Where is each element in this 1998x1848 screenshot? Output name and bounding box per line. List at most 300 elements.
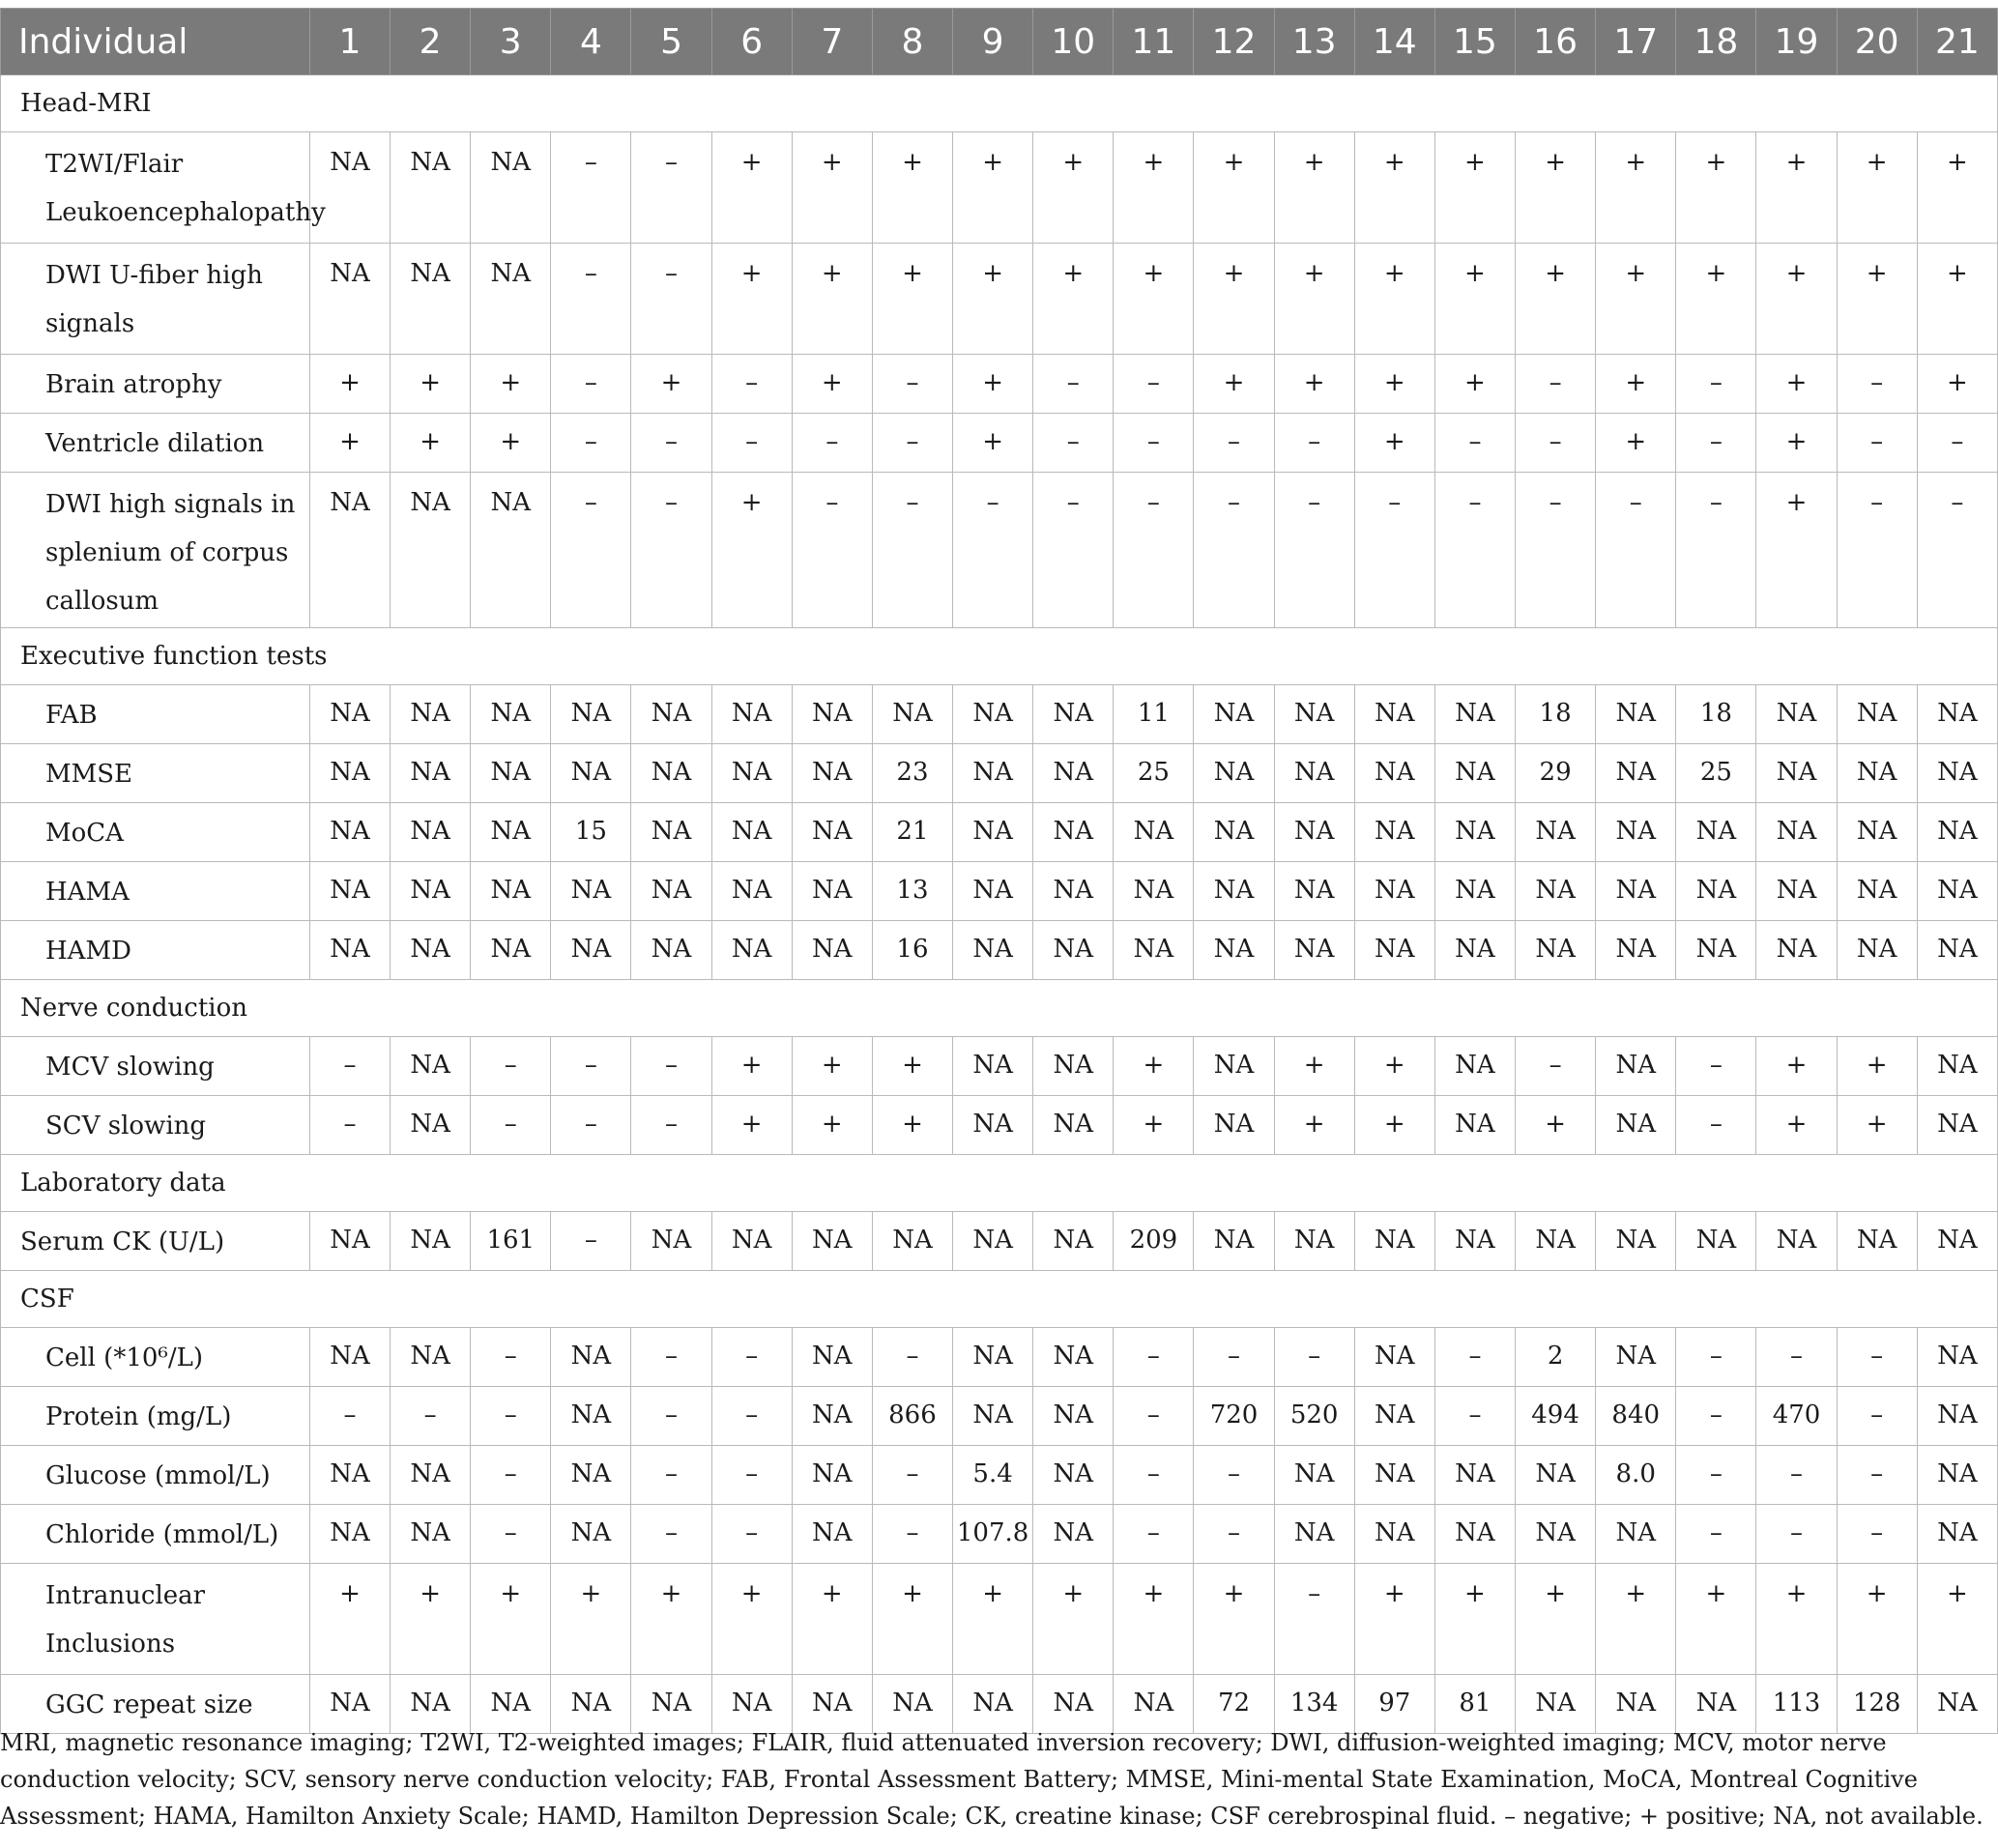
table-cell: – — [1274, 1564, 1354, 1675]
table-cell: NA — [551, 1446, 631, 1505]
table-cell: NA — [792, 1446, 872, 1505]
table-cell: NA — [1194, 921, 1274, 980]
table-cell: NA — [1274, 803, 1354, 862]
table-cell: + — [792, 355, 872, 414]
table-cell: + — [631, 355, 711, 414]
table-cell: NA — [309, 744, 390, 803]
table-cell: NA — [711, 1212, 792, 1271]
table-cell: NA — [1596, 1212, 1676, 1271]
table-cell: NA — [1194, 685, 1274, 744]
table-cell: 81 — [1434, 1675, 1515, 1734]
table-cell: + — [1114, 1096, 1194, 1155]
table-cell: – — [1676, 355, 1756, 414]
table-cell: NA — [551, 744, 631, 803]
table-cell: NA — [792, 1387, 872, 1446]
table-cell: – — [471, 1446, 551, 1505]
header-individual-19: 19 — [1756, 9, 1837, 75]
table-cell: NA — [1033, 744, 1114, 803]
header-individual-18: 18 — [1676, 9, 1756, 75]
table-cell: NA — [391, 803, 471, 862]
row-label — [1, 803, 310, 862]
table-cell: NA — [1274, 921, 1354, 980]
table-cell: NA — [953, 1675, 1033, 1734]
table-cell: NA — [792, 1212, 872, 1271]
table-cell: – — [1756, 1505, 1837, 1564]
row-label — [1, 244, 310, 355]
table-cell: + — [1917, 244, 1997, 355]
table-cell: NA — [309, 862, 390, 921]
table-cell: + — [1676, 244, 1756, 355]
table-cell: NA — [1917, 1675, 1997, 1734]
row-label-text: Intranuclear Inclusions — [45, 1581, 206, 1659]
table-cell: NA — [1434, 1212, 1515, 1271]
table-cell: NA — [391, 132, 471, 244]
table-cell: NA — [1596, 744, 1676, 803]
table-cell: – — [1917, 473, 1997, 628]
table-cell: 520 — [1274, 1387, 1354, 1446]
table-cell: NA — [1596, 862, 1676, 921]
table-cell: + — [1114, 244, 1194, 355]
table-cell: NA — [391, 685, 471, 744]
table-cell: NA — [471, 921, 551, 980]
table-cell: – — [1676, 1096, 1756, 1155]
table-cell: NA — [1917, 1212, 1997, 1271]
table-cell: NA — [1596, 685, 1676, 744]
table-cell: – — [551, 132, 631, 244]
table-cell: + — [711, 1096, 792, 1155]
table-cell: + — [1194, 1564, 1274, 1675]
row-label-text: HAMA — [45, 878, 130, 907]
table-cell: + — [1516, 1564, 1596, 1675]
table-cell: NA — [1033, 862, 1114, 921]
table-cell: NA — [792, 921, 872, 980]
table-cell: NA — [953, 862, 1033, 921]
table-row — [1, 1328, 1998, 1387]
table-cell: – — [1033, 473, 1114, 628]
table-cell: NA — [711, 744, 792, 803]
table-cell: NA — [1033, 1037, 1114, 1096]
table-cell: NA — [471, 803, 551, 862]
header-individual-6: 6 — [711, 9, 792, 75]
header-individual-13: 13 — [1274, 9, 1354, 75]
table-cell: – — [1837, 355, 1917, 414]
table-cell: + — [1837, 1096, 1917, 1155]
table-cell: NA — [1596, 1096, 1676, 1155]
table-cell: NA — [309, 803, 390, 862]
table-cell: – — [551, 414, 631, 473]
table-cell: + — [1274, 132, 1354, 244]
table-cell: NA — [872, 1212, 952, 1271]
table-cell: + — [1274, 244, 1354, 355]
table-cell: NA — [1274, 1212, 1354, 1271]
table-cell: NA — [1434, 862, 1515, 921]
table-cell: – — [1434, 473, 1515, 628]
table-cell: + — [953, 132, 1033, 244]
table-cell: – — [1676, 1387, 1756, 1446]
table-row — [1, 1212, 1998, 1271]
table-header-row — [1, 9, 1998, 75]
table-cell: NA — [792, 803, 872, 862]
table-cell: – — [1274, 1328, 1354, 1387]
table-cell: NA — [309, 132, 390, 244]
table-cell: 494 — [1516, 1387, 1596, 1446]
table-cell: NA — [711, 1675, 792, 1734]
table-cell: 128 — [1837, 1675, 1917, 1734]
table-cell: + — [1274, 1037, 1354, 1096]
table-cell: NA — [1033, 1505, 1114, 1564]
table-cell: NA — [792, 685, 872, 744]
table-cell: + — [1837, 132, 1917, 244]
table-cell: NA — [1516, 1446, 1596, 1505]
row-label — [1, 1328, 310, 1387]
table-cell: NA — [1434, 921, 1515, 980]
table-cell: NA — [711, 685, 792, 744]
table-cell: + — [391, 414, 471, 473]
table-cell: – — [953, 473, 1033, 628]
row-label — [1, 1212, 310, 1271]
section-label: Nerve conduction — [1, 980, 1998, 1037]
table-cell: NA — [792, 1328, 872, 1387]
table-cell: NA — [953, 1328, 1033, 1387]
table-cell: NA — [872, 1675, 952, 1734]
table-row — [1, 921, 1998, 980]
table-row — [1, 862, 1998, 921]
table-cell: + — [1033, 244, 1114, 355]
table-cell: – — [872, 414, 952, 473]
row-label-text: Brain atrophy — [45, 370, 222, 399]
table-cell: + — [1114, 1037, 1194, 1096]
table-cell: 18 — [1676, 685, 1756, 744]
table-cell: – — [309, 1096, 390, 1155]
header-individual: Individual — [1, 9, 310, 75]
table-cell: NA — [471, 744, 551, 803]
table-cell: + — [1354, 1096, 1434, 1155]
table-cell: – — [1194, 414, 1274, 473]
table-cell: NA — [1033, 1096, 1114, 1155]
table-cell: – — [872, 1446, 952, 1505]
table-cell: NA — [792, 862, 872, 921]
table-cell: NA — [1917, 921, 1997, 980]
table-cell: – — [1434, 414, 1515, 473]
table-cell: NA — [1114, 921, 1194, 980]
table-cell: NA — [1756, 685, 1837, 744]
table-cell: NA — [792, 1505, 872, 1564]
table-cell: NA — [1676, 1212, 1756, 1271]
table-cell: NA — [1354, 685, 1434, 744]
table-cell: + — [1114, 1564, 1194, 1675]
table-cell: + — [792, 1096, 872, 1155]
table-cell: + — [872, 1564, 952, 1675]
table-cell: – — [471, 1096, 551, 1155]
table-cell: + — [1756, 1037, 1837, 1096]
table-cell: – — [1194, 1505, 1274, 1564]
table-cell: NA — [551, 1387, 631, 1446]
table-cell: + — [792, 244, 872, 355]
table-cell: NA — [551, 862, 631, 921]
table-cell: – — [1033, 414, 1114, 473]
table-cell: + — [1596, 355, 1676, 414]
table-cell: NA — [1274, 1505, 1354, 1564]
table-cell: NA — [631, 1675, 711, 1734]
table-cell: + — [309, 1564, 390, 1675]
table-cell: NA — [1917, 862, 1997, 921]
section-row — [1, 75, 1998, 132]
table-cell: – — [792, 414, 872, 473]
table-cell: + — [792, 132, 872, 244]
table-cell: NA — [1917, 803, 1997, 862]
table-cell: NA — [1516, 1212, 1596, 1271]
section-label: Head-MRI — [1, 75, 1998, 132]
table-cell: NA — [391, 1675, 471, 1734]
table-cell: NA — [1434, 1505, 1515, 1564]
table-cell: NA — [1434, 744, 1515, 803]
table-body — [1, 75, 1998, 1734]
table-row — [1, 473, 1998, 628]
table-cell: + — [792, 1037, 872, 1096]
table-cell: NA — [1516, 1675, 1596, 1734]
table-cell: NA — [391, 1505, 471, 1564]
row-label — [1, 1564, 310, 1675]
table-cell: + — [391, 355, 471, 414]
table-cell: – — [471, 1328, 551, 1387]
table-cell: NA — [309, 1328, 390, 1387]
table-cell: + — [1837, 1564, 1917, 1675]
table-cell: NA — [953, 685, 1033, 744]
table-cell: NA — [391, 244, 471, 355]
table-cell: – — [1837, 473, 1917, 628]
table-cell: NA — [631, 744, 711, 803]
table-cell: NA — [631, 1212, 711, 1271]
table-cell: + — [1756, 473, 1837, 628]
row-label-text: MCV slowing — [45, 1053, 215, 1082]
table-cell: 25 — [1676, 744, 1756, 803]
table-cell: + — [1033, 132, 1114, 244]
table-cell: NA — [1756, 803, 1837, 862]
table-row — [1, 803, 1998, 862]
table-cell: NA — [391, 744, 471, 803]
table-cell: NA — [631, 685, 711, 744]
table-cell: 161 — [471, 1212, 551, 1271]
table-cell: NA — [309, 244, 390, 355]
table-cell: NA — [309, 473, 390, 628]
row-label-text: Serum CK (U/L) — [20, 1227, 225, 1256]
table-cell: – — [872, 1505, 952, 1564]
row-label — [1, 1446, 310, 1505]
table-cell: + — [1837, 1037, 1917, 1096]
table-cell: – — [1756, 1328, 1837, 1387]
table-cell: – — [711, 1328, 792, 1387]
table-cell: – — [631, 473, 711, 628]
table-cell: – — [1194, 473, 1274, 628]
table-cell: – — [1114, 1505, 1194, 1564]
header-individual-5: 5 — [631, 9, 711, 75]
table-cell: – — [1194, 1328, 1274, 1387]
table-cell: + — [1516, 132, 1596, 244]
table-cell: NA — [792, 744, 872, 803]
table-cell: NA — [391, 1446, 471, 1505]
row-label-text: FAB — [45, 701, 98, 730]
table-cell: NA — [1917, 685, 1997, 744]
table-cell: NA — [1917, 744, 1997, 803]
row-label-text: T2WI/Flair Leukoencephalopathy — [45, 150, 326, 227]
table-cell: NA — [1837, 921, 1917, 980]
table-cell: + — [1756, 414, 1837, 473]
table-cell: + — [953, 414, 1033, 473]
table-cell: – — [551, 355, 631, 414]
table-cell: 470 — [1756, 1387, 1837, 1446]
table-cell: + — [1676, 132, 1756, 244]
table-cell: + — [1516, 244, 1596, 355]
row-label — [1, 685, 310, 744]
table-cell: – — [551, 1037, 631, 1096]
table-cell: NA — [391, 1212, 471, 1271]
row-label-text: DWI U-fiber high signals — [45, 261, 263, 338]
table-cell: 107.8 — [953, 1505, 1033, 1564]
table-cell: NA — [1354, 1328, 1434, 1387]
table-cell: 16 — [872, 921, 952, 980]
table-cell: + — [872, 1096, 952, 1155]
header-individual-14: 14 — [1354, 9, 1434, 75]
table-cell: + — [872, 1037, 952, 1096]
header-individual-17: 17 — [1596, 9, 1676, 75]
table-cell: + — [1516, 1096, 1596, 1155]
table-cell: + — [309, 355, 390, 414]
table-cell: + — [711, 132, 792, 244]
table-cell: – — [711, 1505, 792, 1564]
table-cell: NA — [1837, 685, 1917, 744]
table-cell: NA — [953, 803, 1033, 862]
table-cell: + — [1596, 1564, 1676, 1675]
table-cell: NA — [1354, 1387, 1434, 1446]
table-cell: 209 — [1114, 1212, 1194, 1271]
table-cell: NA — [1274, 862, 1354, 921]
table-cell: + — [309, 414, 390, 473]
table-row — [1, 1505, 1998, 1564]
table-cell: – — [1434, 1387, 1515, 1446]
table-cell: NA — [1033, 1675, 1114, 1734]
table-cell: + — [1837, 244, 1917, 355]
table-cell: NA — [1756, 744, 1837, 803]
header-individual-12: 12 — [1194, 9, 1274, 75]
row-label — [1, 862, 310, 921]
table-cell: – — [631, 1037, 711, 1096]
table-cell: + — [792, 1564, 872, 1675]
table-cell: + — [1434, 1564, 1515, 1675]
table-cell: – — [1274, 414, 1354, 473]
table-cell: + — [471, 414, 551, 473]
table-cell: – — [631, 244, 711, 355]
row-label-text: Glucose (mmol/L) — [45, 1461, 271, 1490]
table-cell: NA — [1434, 1037, 1515, 1096]
table-cell: – — [1756, 1446, 1837, 1505]
table-cell: 5.4 — [953, 1446, 1033, 1505]
table-cell: NA — [309, 685, 390, 744]
table-cell: + — [1596, 244, 1676, 355]
table-cell: NA — [953, 1387, 1033, 1446]
table-cell: – — [792, 473, 872, 628]
table-cell: + — [1354, 244, 1434, 355]
table-cell: – — [872, 473, 952, 628]
table-cell: NA — [1596, 803, 1676, 862]
table-cell: NA — [309, 1675, 390, 1734]
table-cell: NA — [1274, 744, 1354, 803]
table-cell: + — [711, 244, 792, 355]
table-cell: NA — [471, 1675, 551, 1734]
table-cell: NA — [1516, 862, 1596, 921]
section-row — [1, 1271, 1998, 1328]
table-cell: – — [1114, 1446, 1194, 1505]
table-row — [1, 744, 1998, 803]
table-cell: NA — [309, 1505, 390, 1564]
header-individual-1: 1 — [309, 9, 390, 75]
table-cell: + — [1194, 244, 1274, 355]
header-individual-7: 7 — [792, 9, 872, 75]
clinical-data-table — [0, 8, 1998, 1734]
table-cell: NA — [391, 1096, 471, 1155]
table-cell: 11 — [1114, 685, 1194, 744]
row-label — [1, 1505, 310, 1564]
table-cell: – — [1676, 1037, 1756, 1096]
table-cell: NA — [1756, 862, 1837, 921]
table-cell: NA — [1516, 921, 1596, 980]
section-row — [1, 980, 1998, 1037]
table-cell: NA — [309, 1212, 390, 1271]
row-label-text: DWI high signals in splenium of corpus callosum — [45, 490, 296, 616]
table-cell: NA — [1354, 1446, 1434, 1505]
table-cell: 720 — [1194, 1387, 1274, 1446]
table-cell: + — [471, 355, 551, 414]
table-cell: NA — [1434, 1096, 1515, 1155]
table-cell: – — [711, 414, 792, 473]
table-cell: NA — [551, 1505, 631, 1564]
row-label — [1, 1037, 310, 1096]
table-cell: – — [551, 244, 631, 355]
table-cell: NA — [953, 1212, 1033, 1271]
table-cell: – — [1837, 1387, 1917, 1446]
table-row — [1, 414, 1998, 473]
table-cell: NA — [1114, 1675, 1194, 1734]
table-cell: NA — [1033, 685, 1114, 744]
table-row — [1, 1387, 1998, 1446]
table-row — [1, 132, 1998, 244]
table-cell: NA — [1354, 921, 1434, 980]
table-cell: NA — [1837, 862, 1917, 921]
table-cell: NA — [1354, 1505, 1434, 1564]
header-individual-9: 9 — [953, 9, 1033, 75]
table-cell: NA — [1194, 1212, 1274, 1271]
table-cell: NA — [1274, 1446, 1354, 1505]
table-cell: NA — [1917, 1446, 1997, 1505]
table-cell: – — [1516, 414, 1596, 473]
table-cell: – — [471, 1037, 551, 1096]
table-cell: 866 — [872, 1387, 952, 1446]
table-cell: NA — [1837, 744, 1917, 803]
table-cell: + — [872, 244, 952, 355]
table-cell: NA — [1274, 685, 1354, 744]
table-cell: NA — [551, 685, 631, 744]
table-cell: NA — [953, 921, 1033, 980]
table-cell: NA — [1354, 803, 1434, 862]
data-table-container — [0, 8, 1998, 1734]
table-cell: NA — [1676, 1675, 1756, 1734]
table-cell: NA — [391, 473, 471, 628]
table-cell: NA — [1917, 1096, 1997, 1155]
row-label-text: Ventricle dilation — [45, 429, 265, 458]
row-label — [1, 744, 310, 803]
table-cell: NA — [1354, 744, 1434, 803]
row-label-text: Cell (*10⁶/L) — [45, 1343, 203, 1372]
table-cell: – — [1837, 1505, 1917, 1564]
